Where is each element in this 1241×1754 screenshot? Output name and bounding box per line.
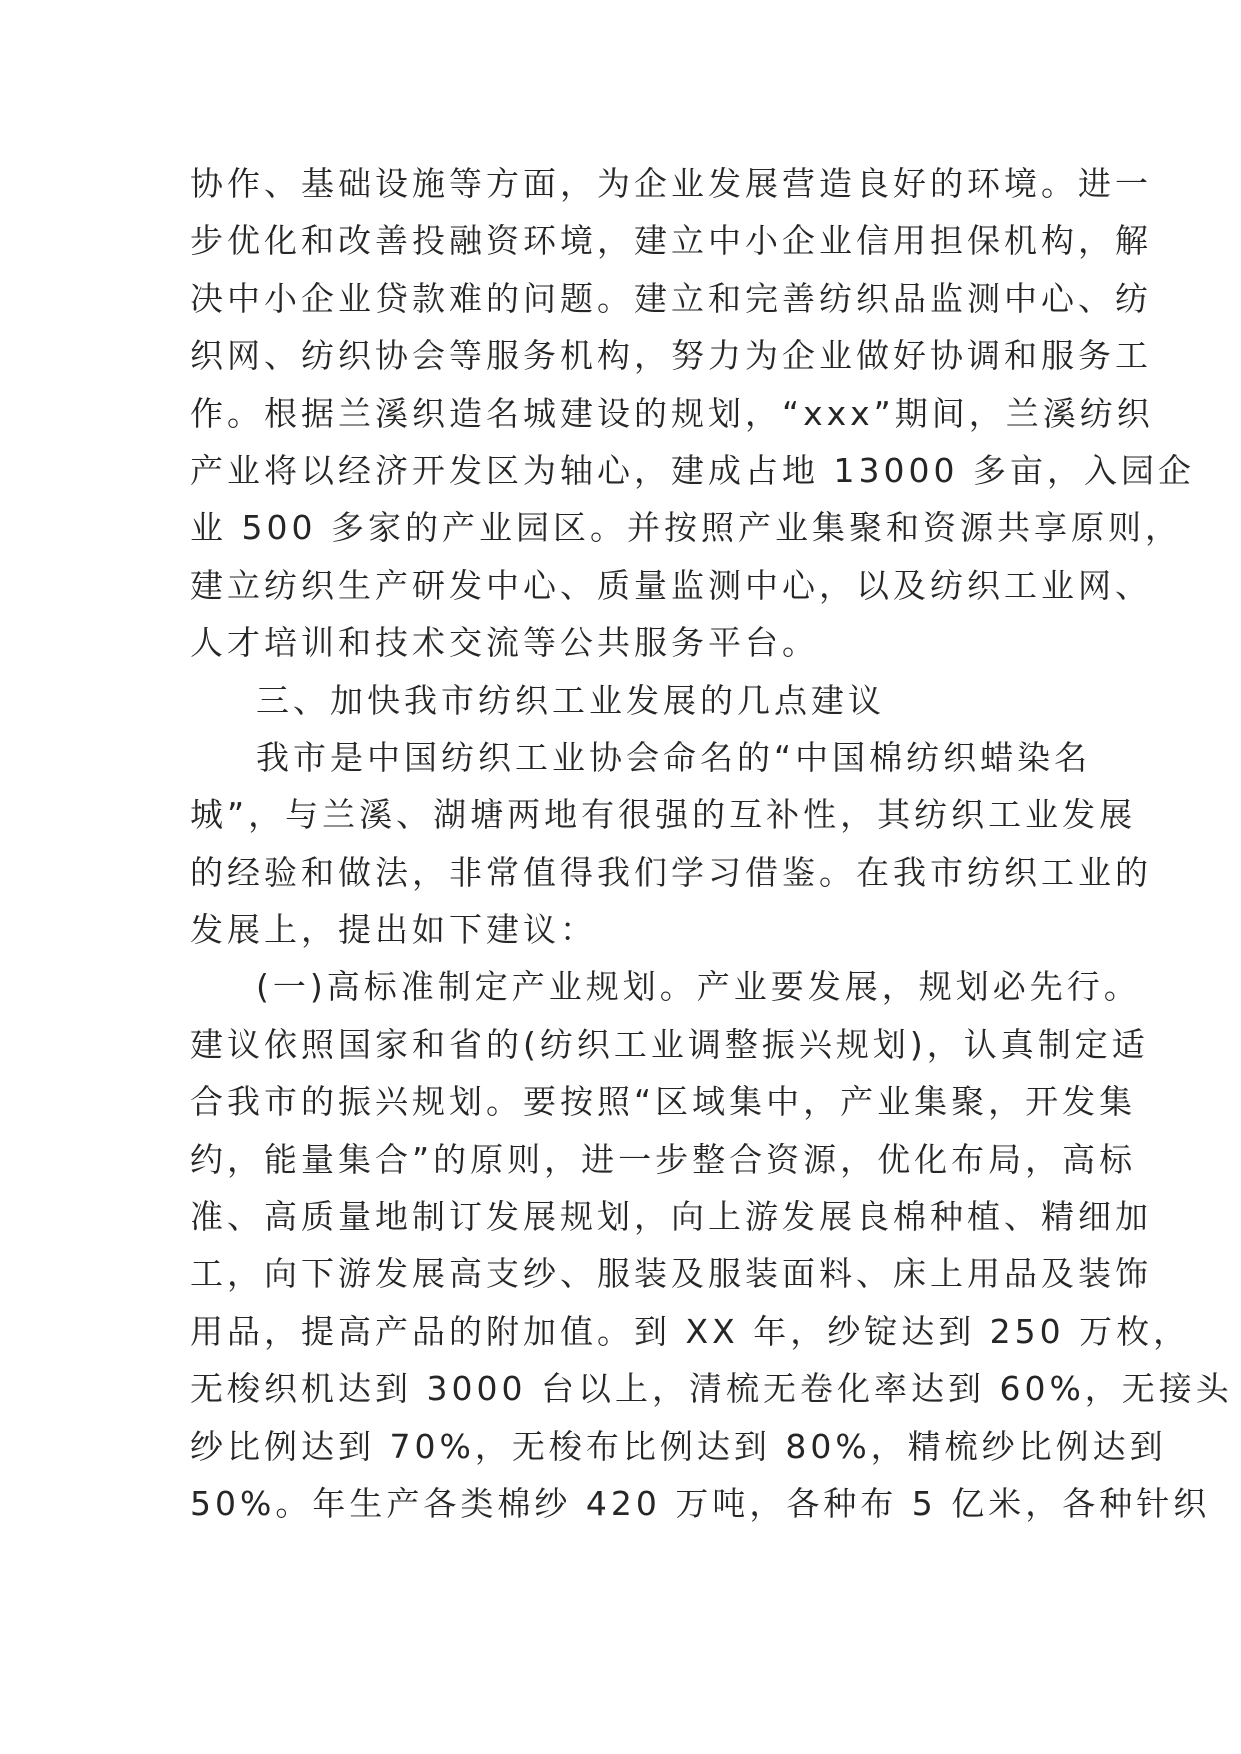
text-line: 我市是中国纺织工业协会命名的“中国棉纺织蜡染名 bbox=[256, 737, 1092, 777]
text-line: 约，能量集合”的原则，进一步整合资源，优化布局，高标 bbox=[190, 1139, 1137, 1179]
text-line: 建立纺织生产研发中心、质量监测中心，以及纺织工业网、 bbox=[190, 565, 1152, 605]
text-line: 协作、基础设施等方面，为企业发展营造良好的环境。进一 bbox=[190, 164, 1152, 203]
text-line: 业 500 多家的产业园区。并按照产业集聚和资源共享原则， bbox=[190, 508, 1182, 548]
text-line: 发展上，提出如下建议： bbox=[190, 910, 597, 950]
text-line: 步优化和改善投融资环境，建立中小企业信用担保机构，解 bbox=[190, 221, 1152, 261]
text-line: 工，向下游发展高支纱、服装及服装面料、床上用品及装饰 bbox=[190, 1254, 1152, 1294]
text-line: 产业将以经济开发区为轴心，建成占地 13000 多亩，入园企 bbox=[190, 450, 1195, 490]
text-line: 决中小企业贷款难的问题。建立和完善纺织品监测中心、纺 bbox=[190, 278, 1152, 318]
text-line: 作。根据兰溪织造名城建设的规划，“xxx”期间，兰溪纺织 bbox=[190, 393, 1154, 433]
text-line: 50%。年生产各类棉纱 420 万吨，各种布 5 亿米，各种针织 bbox=[190, 1483, 1211, 1523]
text-line: 准、高质量地制订发展规划，向上游发展良棉种植、精细加 bbox=[190, 1197, 1152, 1237]
text-line: 用品，提高产品的附加值。到 XX 年，纱锭达到 250 万枚， bbox=[190, 1311, 1191, 1351]
text-line: 织网、纺织协会等服务机构，努力为企业做好协调和服务工 bbox=[190, 336, 1152, 376]
text-line: 建议依照国家和省的(纺织工业调整振兴规划)，认真制定适 bbox=[190, 1024, 1149, 1064]
section-heading: 三、加快我市纺织工业发展的几点建议 bbox=[256, 680, 885, 720]
text-line: 的经验和做法，非常值得我们学习借鉴。在我市纺织工业的 bbox=[190, 852, 1152, 892]
subsection-heading: (一)高标准制定产业规划。产业要发展，规划必先行。 bbox=[256, 967, 1141, 1007]
text-line: 无梭织机达到 3000 台以上，清梳无卷化率达到 60%，无接头 bbox=[190, 1369, 1233, 1409]
text-line: 纱比例达到 70%，无梭布比例达到 80%，精梳纱比例达到 bbox=[190, 1426, 1167, 1466]
text-line: 合我市的振兴规划。要按照“区域集中，产业集聚，开发集 bbox=[190, 1082, 1137, 1122]
body-text bbox=[190, 155, 1233, 1532]
text-line: 城”，与兰溪、湖塘两地有很强的互补性，其纺织工业发展 bbox=[190, 795, 1137, 835]
text-line: 人才培训和技术交流等公共服务平台。 bbox=[190, 623, 819, 663]
